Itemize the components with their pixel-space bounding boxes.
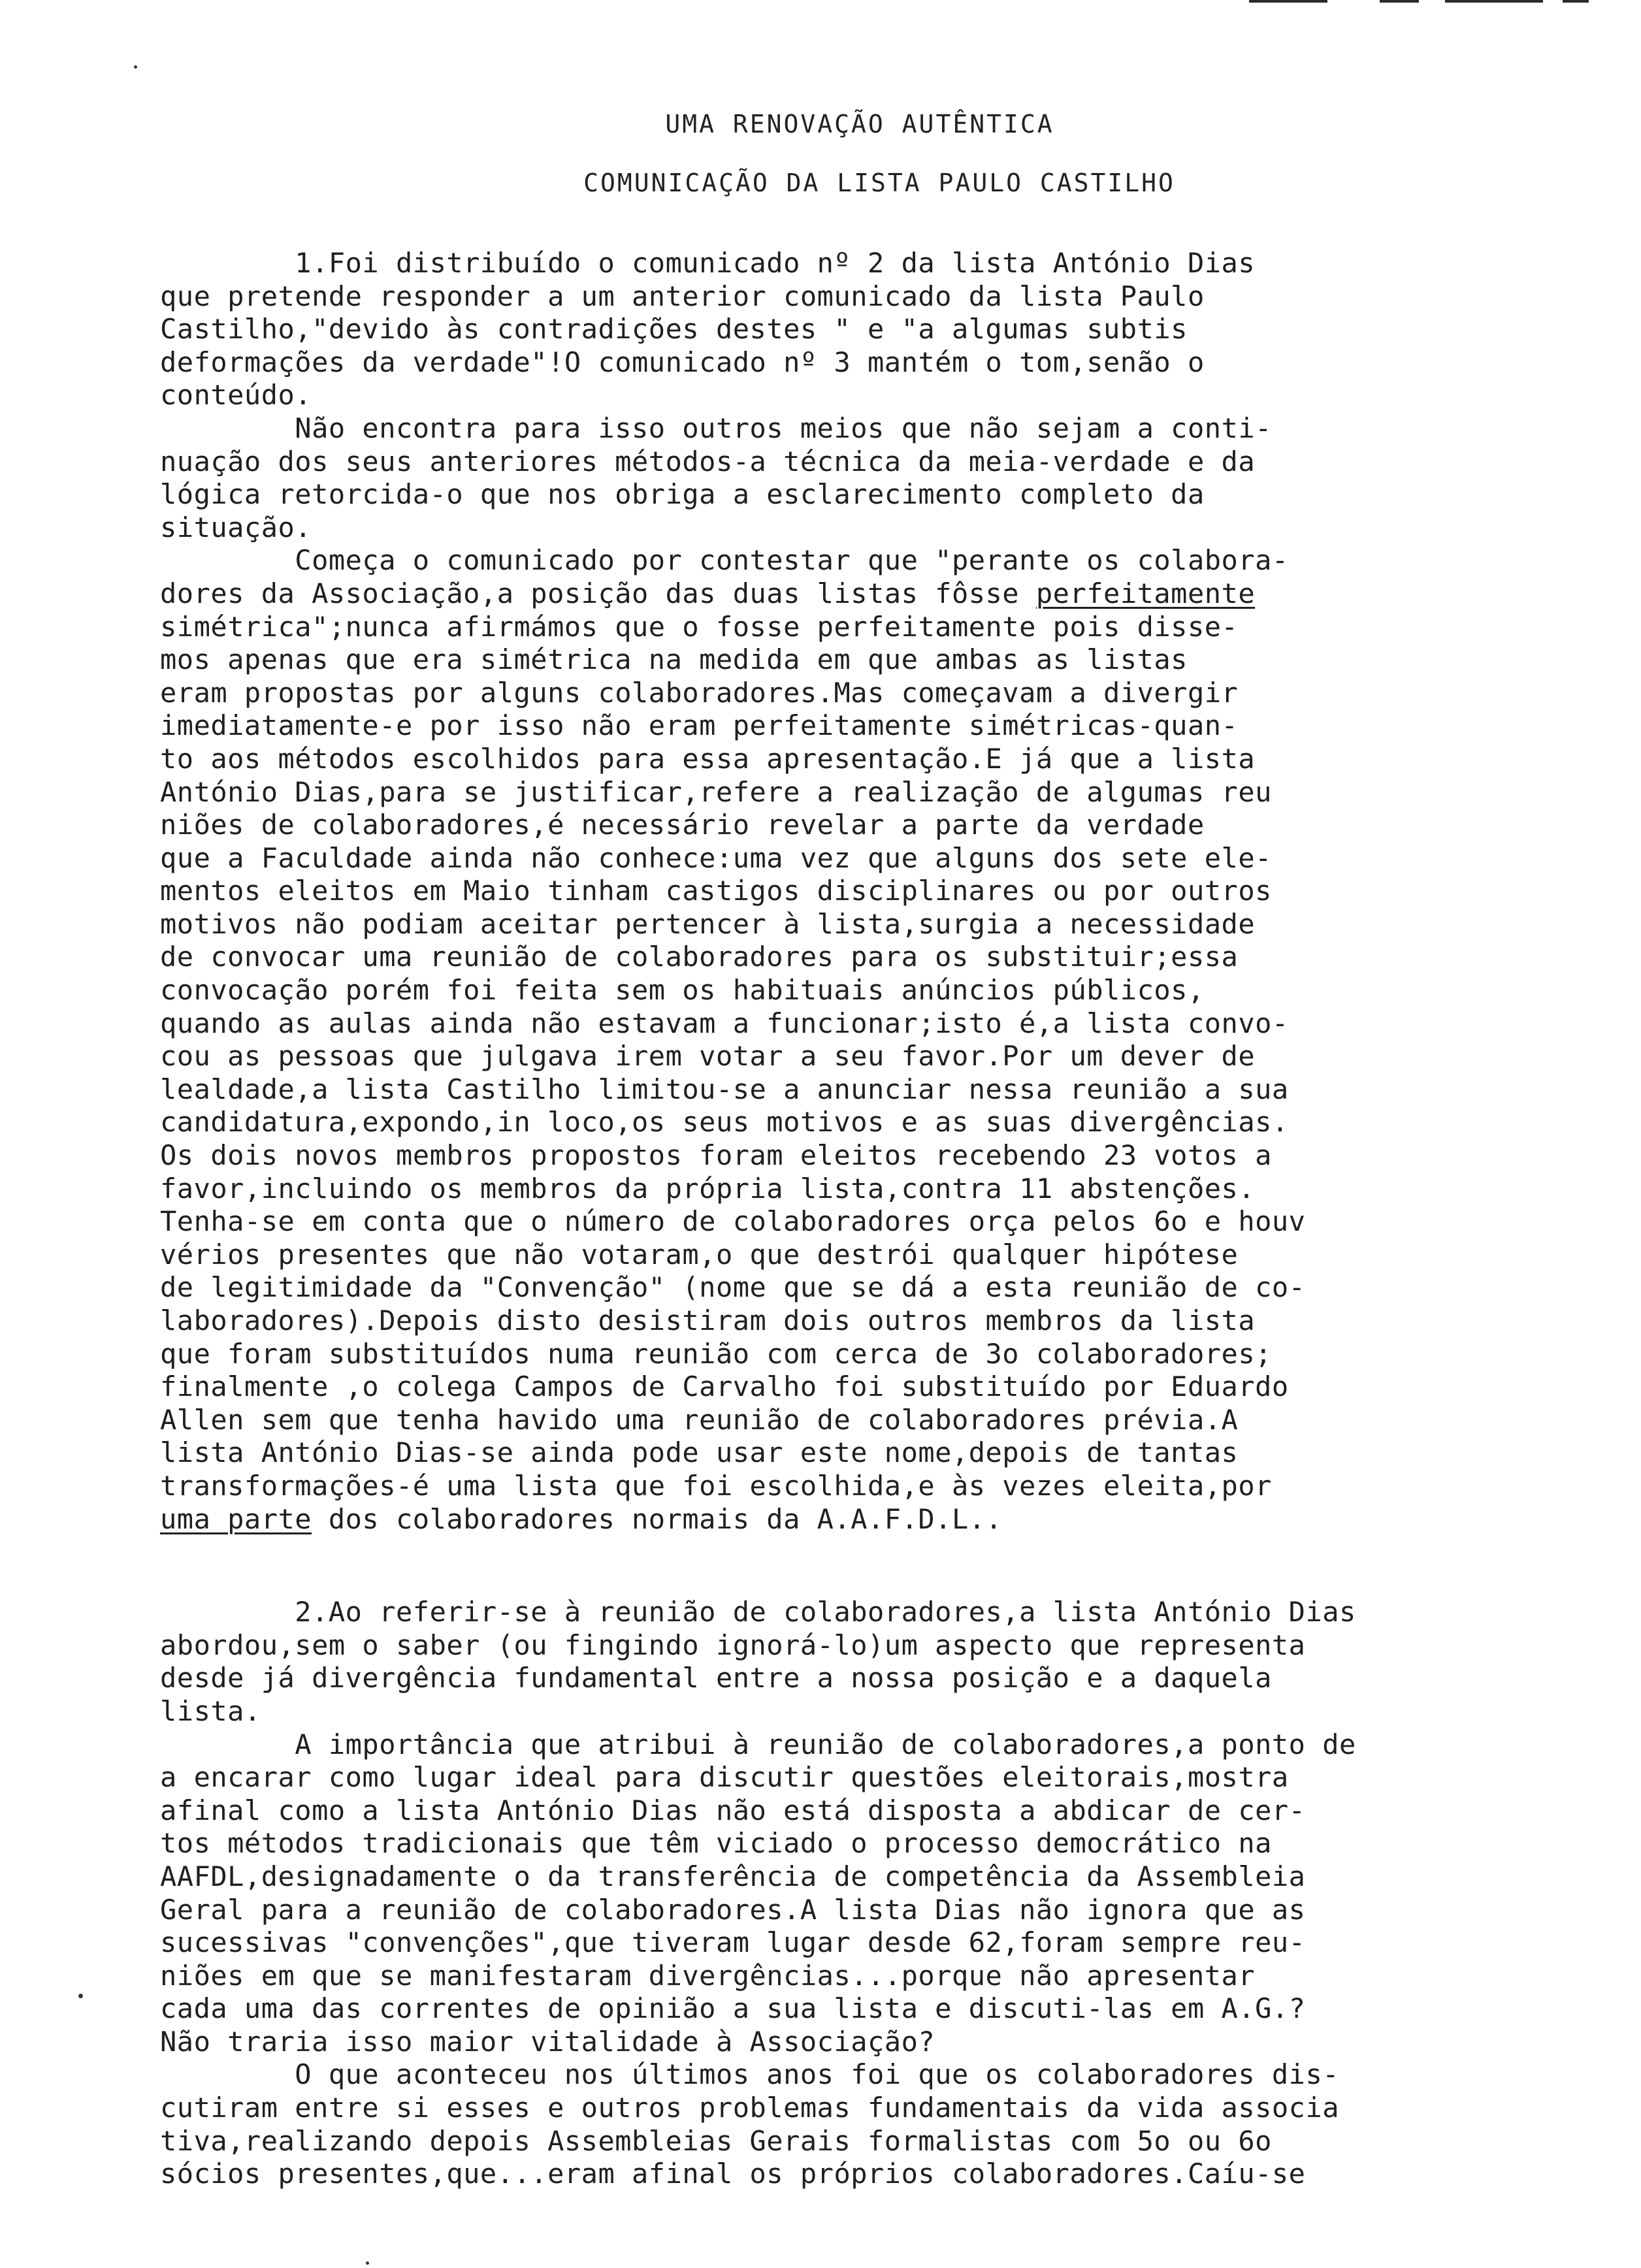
- text-line: tiva,realizando depois Assembleias Gerais formalistas com 5o ou 6o: [160, 2124, 1272, 2157]
- text-line: motivos não podiam aceitar pertencer à lista,surgia a necessidade: [160, 907, 1256, 940]
- text-line: finalmente ,o colega Campos de Carvalho foi substituído por Eduardo: [160, 1370, 1289, 1403]
- text-line: 2.Ao referir-se à reunião de colaboradores,a lista António Dias: [160, 1596, 1356, 1628]
- text-line: cutiram entre si esses e outros problemas fundamentais da vida associa: [160, 2092, 1340, 2124]
- text-line: Tenha-se em conta que o número de colaboradores orça pelos 6o e houv: [160, 1205, 1306, 1238]
- text-line: cou as pessoas que julgava irem votar a seu favor.Por um dever de: [160, 1040, 1256, 1073]
- document-body: [160, 247, 1506, 2191]
- text-line: imediatamente-e por isso não eram perfeitamente simétricas-quan-: [160, 709, 1239, 742]
- text-line: Não traria isso maior vitalidade à Associação?: [160, 2025, 935, 2058]
- text-line: António Dias,para se justificar,refere a realização de algumas reu: [160, 775, 1272, 808]
- text-line: niões de colaboradores,é necessário revelar a parte da verdade: [160, 809, 1205, 841]
- text-line: laboradores).Depois disto desistiram dois outros membros da lista: [160, 1304, 1256, 1336]
- text-line: mentos eleitos em Maio tinham castigos disciplinares ou por outros: [160, 875, 1272, 907]
- text-line: Os dois novos membros propostos foram eleitos recebendo 23 votos a: [160, 1139, 1272, 1172]
- text-line: Castilho,"devido às contradições destes " e "a algumas subtis: [160, 313, 1188, 346]
- text-line: sucessivas "convenções",que tiveram lugar desde 62,foram sempre reu-: [160, 1926, 1306, 1959]
- underlined-phrase: uma parte: [160, 1502, 312, 1535]
- text-line: Geral para a reunião de colaboradores.A lista Dias não ignora que as: [160, 1893, 1306, 1926]
- text-line: simétrica";nunca afirmámos que o fosse perfeitamente pois disse-: [160, 610, 1239, 643]
- text-line: niões em que se manifestaram divergências...porque não apresentar: [160, 1959, 1256, 1992]
- text-line: situação.: [160, 511, 312, 543]
- text-line: Começa o comunicado por contestar que "perante os colabora-: [160, 544, 1289, 577]
- text-line: afinal como a lista António Dias não está disposta a abdicar de cer-: [160, 1794, 1306, 1826]
- text-line: convocação porém foi feita sem os habituais anúncios públicos,: [160, 974, 1205, 1007]
- text-line: lista.: [160, 1694, 261, 1727]
- underlined-phrase: perfeitamente: [1035, 577, 1256, 609]
- text-line: que pretende responder a um anterior comunicado da lista Paulo: [160, 280, 1205, 312]
- text-line: transformações-é uma lista que foi escolhida,e às vezes eleita,por: [160, 1469, 1272, 1502]
- text-line: mos apenas que era simétrica na medida em que ambas as listas: [160, 643, 1188, 676]
- text-line: que a Faculdade ainda não conhece:uma vez que alguns dos sete ele-: [160, 841, 1272, 874]
- text-line: Allen sem que tenha havido uma reunião de colaboradores prévia.A: [160, 1403, 1239, 1436]
- text-line: que foram substituídos numa reunião com cerca de 3o colaboradores;: [160, 1337, 1272, 1370]
- scan-speck: [134, 65, 137, 69]
- text-line: abordou,sem o saber (ou fingindo ignorá-lo)um aspecto que representa: [160, 1628, 1306, 1661]
- text-line: a encarar como lugar ideal para discutir questões eleitorais,mostra: [160, 1761, 1289, 1794]
- scan-speck: [366, 2261, 369, 2265]
- text-line: O que aconteceu nos últimos anos foi que os colaboradores dis-: [160, 2058, 1340, 2091]
- text-line: quando as aulas ainda não estavam a funcionar;isto é,a lista convo-: [160, 1007, 1289, 1039]
- text-line: deformações da verdade"!O comunicado nº 3 mantém o tom,senão o: [160, 346, 1205, 378]
- text-line: de convocar uma reunião de colaboradores para os substituir;essa: [160, 941, 1239, 973]
- text-line: lealdade,a lista Castilho limitou-se a anunciar nessa reunião a sua: [160, 1073, 1289, 1105]
- text-line: lógica retorcida-o que nos obriga a esclarecimento completo da: [160, 478, 1205, 511]
- text-line: tos métodos tradicionais que têm viciado o processo democrático na: [160, 1827, 1272, 1860]
- text-line: A importância que atribui à reunião de colaboradores,a ponto de: [160, 1728, 1356, 1760]
- text-line: to aos métodos escolhidos para essa apresentação.E já que a lista: [160, 742, 1256, 775]
- text-line: nuação dos seus anteriores métodos-a técnica da meia-verdade e da: [160, 445, 1256, 478]
- section-2: [160, 1596, 1506, 2191]
- text-line: de legitimidade da "Convenção" (nome que se dá a esta reunião de co-: [160, 1271, 1306, 1304]
- text-line: AAFDL,designadamente o da transferência de competência da Assembleia: [160, 1860, 1306, 1892]
- scan-speck: [78, 1994, 83, 1998]
- text-line: lista António Dias-se ainda pode usar este nome,depois de tantas: [160, 1436, 1239, 1469]
- section-1: [160, 247, 1506, 1536]
- text-line: dores da Associação,a posição das duas listas fôsse perfeitamente: [160, 577, 1256, 609]
- text-line: desde já divergência fundamental entre a nossa posição e a daquela: [160, 1662, 1272, 1694]
- document-subtitle: COMUNICAÇÃO DA LISTA PAULO CASTILHO: [583, 169, 1175, 197]
- text-line: eram propostas por alguns colaboradores.Mas começavam a divergir: [160, 676, 1239, 709]
- cropped-header-fragment: [1249, 0, 1615, 8]
- text-line: candidatura,expondo,in loco,os seus motivos e as suas divergências.: [160, 1106, 1289, 1139]
- text-line: conteúdo.: [160, 379, 312, 412]
- text-line: vérios presentes que não votaram,o que destrói qualquer hipótese: [160, 1238, 1239, 1271]
- text-line: Não encontra para isso outros meios que não sejam a conti-: [160, 412, 1272, 444]
- text-line: cada uma das correntes de opinião a sua lista e discuti-las em A.G.?: [160, 1992, 1306, 2025]
- text-line: 1.Foi distribuído o comunicado nº 2 da lista António Dias: [160, 247, 1256, 279]
- section-gap: [160, 1536, 1506, 1596]
- document-title: UMA RENOVAÇÃO AUTÊNTICA: [665, 110, 1054, 138]
- text-line: sócios presentes,que...eram afinal os próprios colaboradores.Caíu-se: [160, 2158, 1306, 2190]
- text-line: uma parte dos colaboradores normais da A.A.F.D.L..: [160, 1502, 1003, 1535]
- text-line: favor,incluindo os membros da própria lista,contra 11 abstenções.: [160, 1172, 1256, 1205]
